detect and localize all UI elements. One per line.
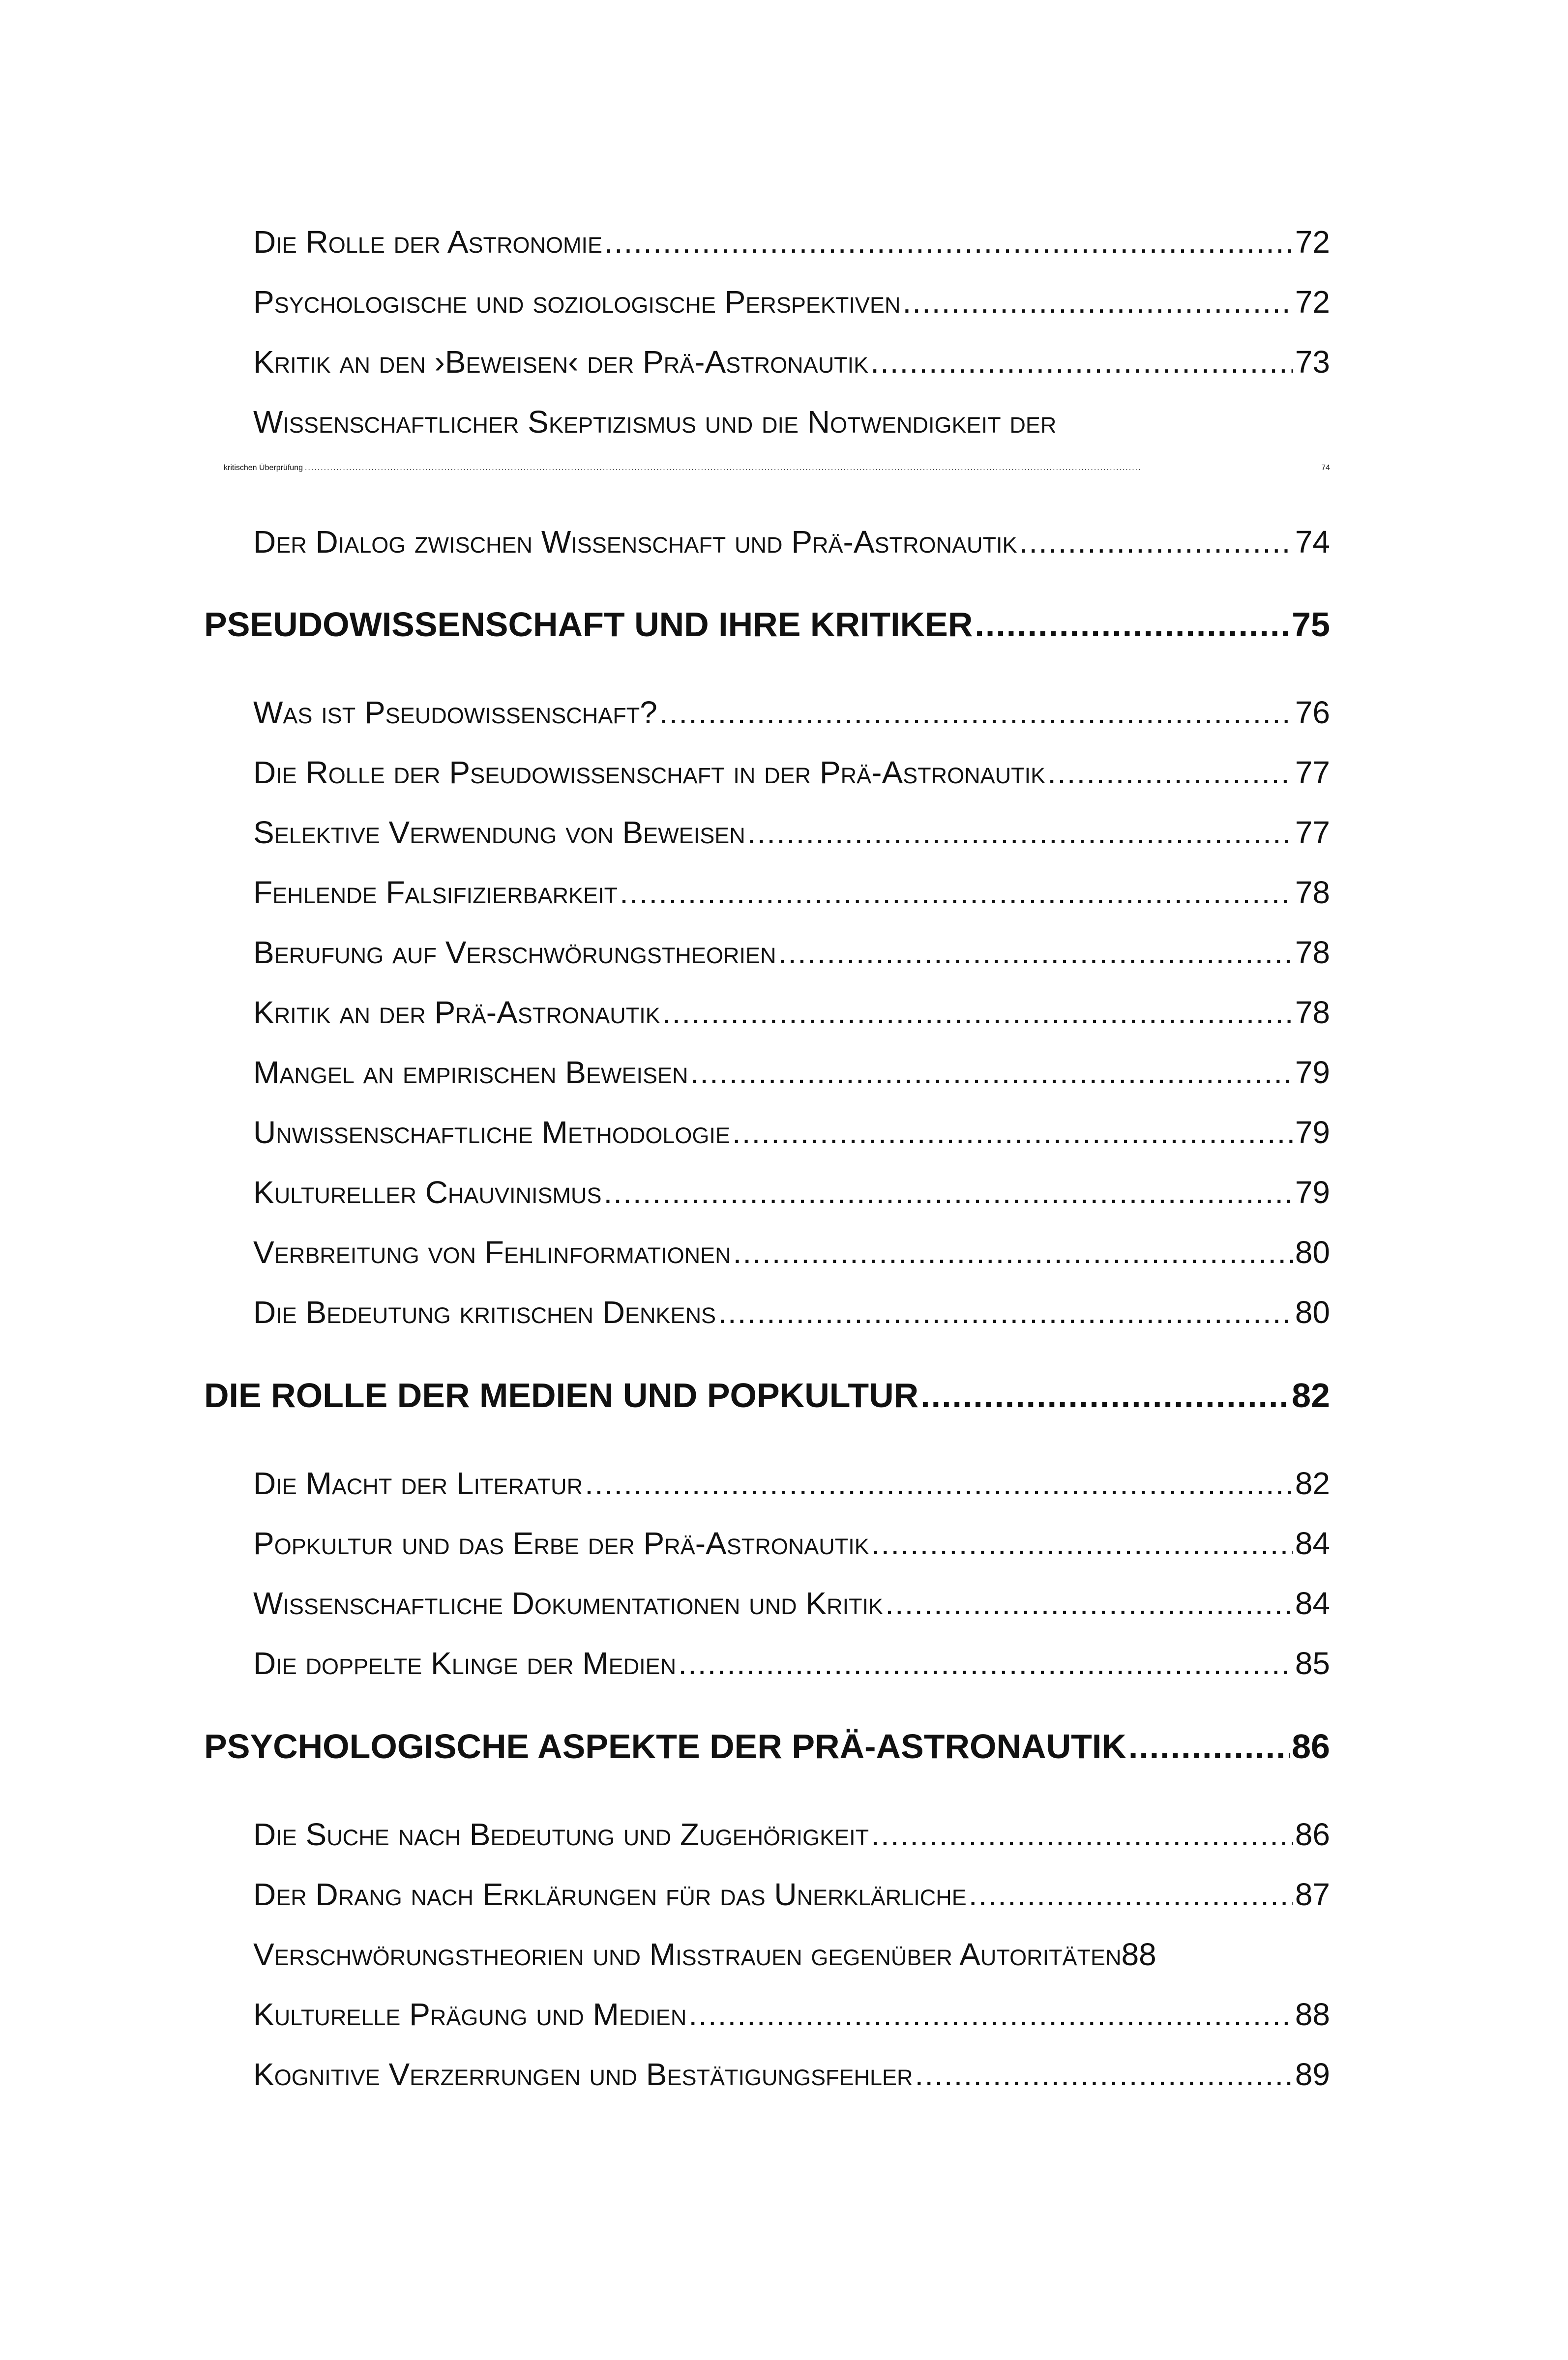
toc-entry: [253, 994, 1330, 1048]
toc-entry: [253, 224, 1330, 278]
toc-leader-dots: [678, 1645, 1293, 1682]
toc-entry-title: Kulturelle Prägung und Medien: [253, 1997, 687, 2032]
toc-leader-dots: [778, 934, 1293, 971]
toc-page-number: 88: [1121, 1937, 1156, 1972]
toc-leader-dots: [920, 1376, 1290, 1415]
toc-entry-title: Der Drang nach Erklärungen für das Unerklärliche: [253, 1877, 967, 1912]
toc-leader-dots: [1128, 1727, 1290, 1766]
toc-entry-title: Unwissenschaftliche Methodologie: [253, 1115, 730, 1150]
toc-leader-dots: [620, 874, 1293, 911]
toc-leader-dots: [885, 1585, 1293, 1622]
toc-page-number: 72: [1295, 224, 1330, 260]
toc-page-number: 75: [1292, 605, 1330, 644]
toc-entry: [253, 874, 1330, 928]
toc-page-number: 78: [1295, 995, 1330, 1030]
toc-leader-dots: [871, 1525, 1293, 1562]
toc-leader-dots: [659, 694, 1293, 731]
toc-entry-title: Kritik an der Prä-Astronautik: [253, 995, 660, 1030]
toc-leader-dots: [1019, 524, 1293, 560]
toc-entry-title: Kognitive Verzerrungen und Bestätigungsfehler: [253, 2057, 913, 2092]
toc-page-number: 78: [1295, 935, 1330, 970]
toc-entry: [224, 464, 1330, 518]
toc-leader-dots: [688, 1996, 1293, 2033]
toc-page-number: 77: [1295, 755, 1330, 790]
toc-leader-dots: [902, 284, 1293, 320]
toc-entry: [253, 1465, 1330, 1519]
toc-chapter-entry: [204, 605, 1330, 659]
toc-leader-dots: [915, 2056, 1293, 2093]
toc-entry-title: Psychologische und soziologische Perspektiven: [253, 284, 901, 320]
toc-entry-title: PSYCHOLOGISCHE ASPEKTE DER PRÄ-ASTRONAUTIK: [204, 1727, 1126, 1766]
toc-entry-title: kritischen Überprüfung: [224, 464, 303, 472]
toc-page-number: 79: [1295, 1115, 1330, 1150]
toc-entry-title: PSEUDOWISSENSCHAFT UND IHRE KRITIKER: [204, 605, 973, 644]
toc-page-number: 85: [1295, 1646, 1330, 1681]
toc-entry-title: Die Bedeutung kritischen Denkens: [253, 1295, 716, 1330]
toc-leader-dots: [733, 1234, 1293, 1270]
toc-entry: [253, 1645, 1330, 1699]
toc-leader-dots: [1047, 754, 1293, 791]
toc-page-number: 74: [1295, 524, 1330, 560]
toc-entry: [253, 404, 1330, 458]
toc-entry: [253, 524, 1330, 578]
toc-entry: [253, 1294, 1330, 1348]
toc-entry-title: Der Dialog zwischen Wissenschaft und Prä-Astronautik: [253, 524, 1017, 560]
toc-page-number: 78: [1295, 875, 1330, 910]
toc-entry-title: Wissenschaftliche Dokumentationen und Kritik: [253, 1586, 884, 1621]
toc-entry-title: Wissenschaftlicher Skeptizismus und die Notwendigkeit der: [253, 404, 1057, 440]
toc-entry-title: Verschwörungstheorien und Misstrauen gegenüber Autoritäten: [253, 1937, 1122, 1972]
toc-entry: [253, 814, 1330, 868]
toc-page-number: 80: [1295, 1235, 1330, 1270]
toc-entry-title: Die Rolle der Pseudowissenschaft in der Prä-Astronautik: [253, 755, 1046, 790]
toc-entry: [253, 1585, 1330, 1639]
toc-chapter-entry: [204, 1727, 1330, 1781]
toc-entry-title: Verbreitung von Fehlinformationen: [253, 1235, 731, 1270]
toc-page-number: 86: [1292, 1727, 1330, 1766]
toc-entry-title: Fehlende Falsifizierbarkeit: [253, 875, 618, 910]
toc-entry: [253, 754, 1330, 808]
toc-page-number: 79: [1295, 1175, 1330, 1210]
toc-leader-dots: [585, 1465, 1293, 1502]
toc-page-number: 86: [1295, 1817, 1330, 1852]
toc-page-number: 89: [1295, 2057, 1330, 2092]
toc-page-number: 74: [1321, 464, 1330, 472]
toc-page-number: 84: [1295, 1526, 1330, 1561]
toc-entry-title: Mangel an empirischen Beweisen: [253, 1055, 688, 1090]
toc-page-number: 77: [1295, 815, 1330, 850]
toc-page-number: 84: [1295, 1586, 1330, 1621]
toc-entry: [253, 344, 1330, 398]
toc-chapter-entry: [204, 1376, 1330, 1430]
toc-leader-dots: [975, 605, 1290, 644]
toc-page-number: 73: [1295, 344, 1330, 380]
toc-entry: [253, 1114, 1330, 1168]
toc-entry: [253, 1174, 1330, 1228]
toc-page-number: 87: [1295, 1877, 1330, 1912]
toc-entry: [253, 1996, 1330, 2050]
toc-leader-dots: [690, 1054, 1293, 1091]
toc-entry-title: Popkultur und das Erbe der Prä-Astronautik: [253, 1526, 869, 1561]
toc-entry: [253, 1054, 1330, 1108]
toc-leader-dots: [603, 1174, 1293, 1210]
toc-entry-title: Was ist Pseudowissenschaft?: [253, 695, 657, 730]
toc-entry: [253, 1234, 1330, 1288]
toc-leader-dots: [604, 224, 1293, 260]
toc-entry: [253, 934, 1330, 988]
toc-page-number: 82: [1295, 1466, 1330, 1501]
toc-entry-title: Kritik an den ›Beweisen‹ der Prä-Astronautik: [253, 344, 869, 380]
toc-entry-title: Selektive Verwendung von Beweisen: [253, 815, 745, 850]
toc-page-number: 72: [1295, 284, 1330, 320]
toc-leader-dots: [718, 1294, 1293, 1330]
toc-leader-dots: [305, 464, 1319, 472]
toc-entry: [253, 1816, 1330, 1870]
toc-leader-dots: [747, 814, 1293, 851]
toc-page-number: 82: [1292, 1376, 1330, 1415]
toc-leader-dots: [732, 1114, 1293, 1150]
toc-page-number: 76: [1295, 695, 1330, 730]
toc-leader-dots: [871, 1816, 1293, 1853]
toc-page-number: 88: [1295, 1997, 1330, 2032]
toc-entry-title: Die Suche nach Bedeutung und Zugehörigkeit: [253, 1817, 869, 1852]
toc-entry: [253, 2056, 1330, 2110]
toc-leader-dots: [662, 994, 1293, 1031]
toc-entry-title: DIE ROLLE DER MEDIEN UND POPKULTUR: [204, 1376, 919, 1415]
toc-entry: [253, 1525, 1330, 1579]
toc-leader-dots: [969, 1876, 1293, 1913]
toc-entry-title: Kultureller Chauvinismus: [253, 1175, 602, 1210]
toc-entry-title: Die Macht der Literatur: [253, 1466, 583, 1501]
toc-entry-title: Berufung auf Verschwörungstheorien: [253, 935, 776, 970]
toc-page-number: 79: [1295, 1055, 1330, 1090]
toc-entry: [253, 284, 1330, 338]
toc-entry: [253, 694, 1330, 748]
toc-entry-title: Die Rolle der Astronomie: [253, 224, 603, 260]
toc-entry: [253, 1876, 1330, 1930]
toc-page-number: 80: [1295, 1295, 1330, 1330]
toc-entry-title: Die doppelte Klinge der Medien: [253, 1646, 677, 1681]
toc-leader-dots: [870, 344, 1293, 380]
toc-entry: [253, 1936, 1330, 1990]
